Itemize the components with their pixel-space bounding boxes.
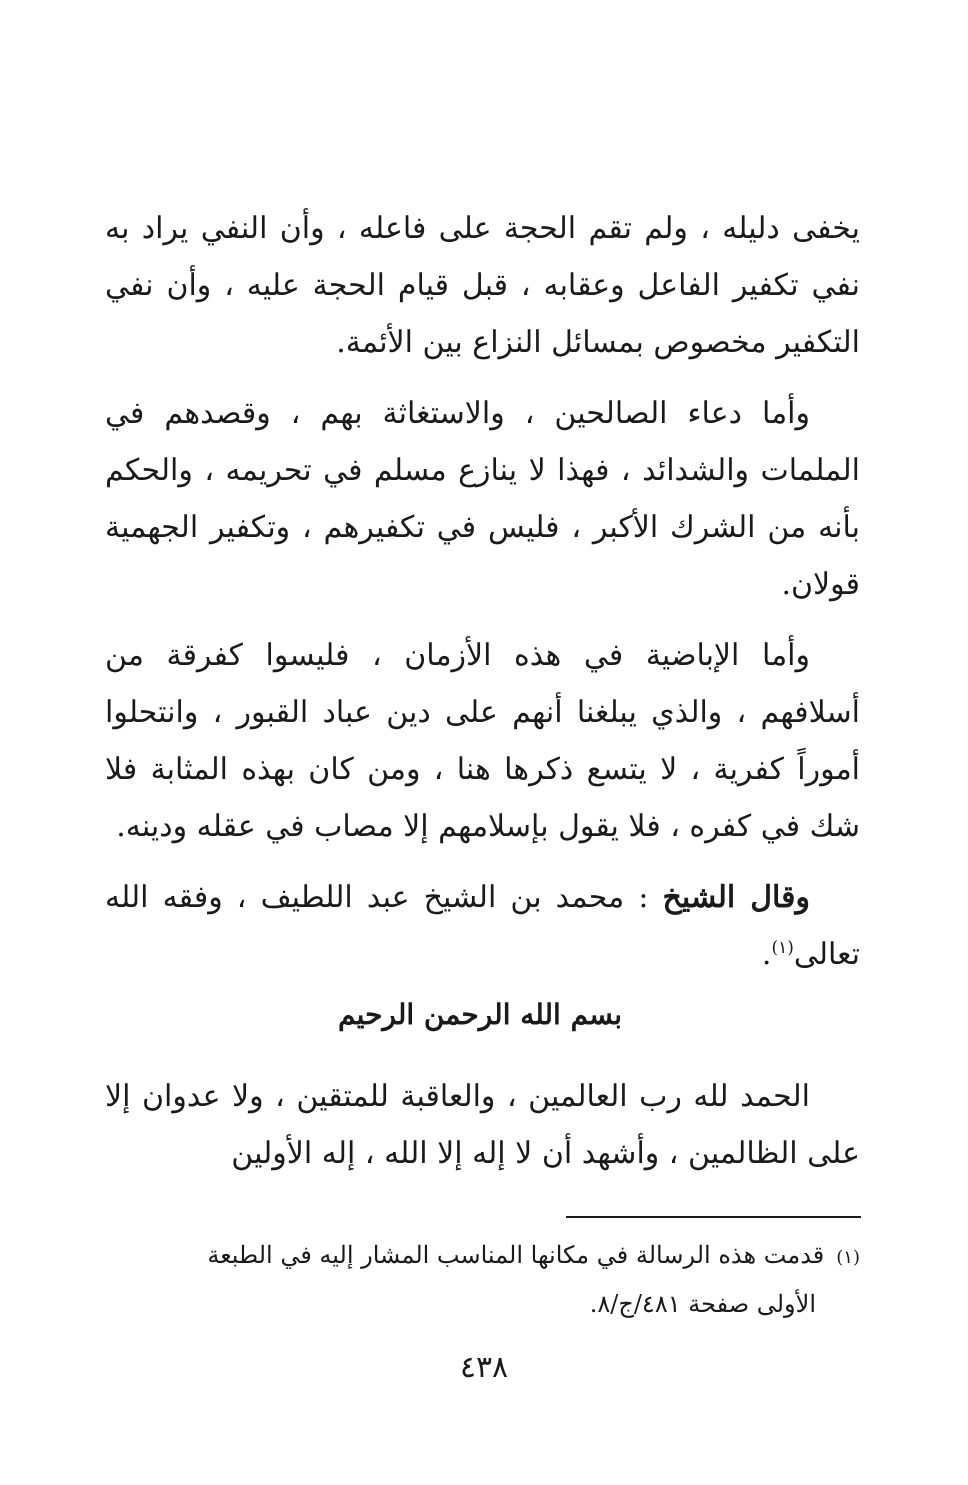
basmala-heading: بسم الله الرحمن الرحيم — [338, 998, 622, 1031]
footnote — [105, 1232, 860, 1327]
speaker-text: : محمد بن الشيخ عبد اللطيف ، وفقه الله تعالى — [105, 880, 860, 972]
footnote-number: (١) — [836, 1247, 860, 1268]
paragraph-5: الحمد لله رب العالمين ، والعاقبة للمتقين ، ولا عدوان إلا على الظالمين ، وأشهد أن لا إله إلا الله ، إله الأولين — [105, 1079, 860, 1171]
footnote-line-2: الأولى صفحة ٤٨١/ج/٨. — [589, 1290, 816, 1318]
footnote-line-1: قدمت هذه الرسالة في مكانها المناسب المشار إليه في الطبعة — [207, 1241, 825, 1269]
speaker-label: وقال الشيخ — [662, 880, 810, 915]
paragraph-4 — [105, 869, 860, 983]
main-text-continued — [105, 1068, 860, 1196]
footnote-divider — [566, 1216, 861, 1218]
footnote-reference: (١) — [771, 938, 794, 958]
main-text — [105, 200, 860, 997]
paragraph-1: يخفى دليله ، ولم تقم الحجة على فاعله ، وأن النفي يراد به نفي تكفير الفاعل وعقابه ، قبل قيام الحجة عليه ، وأن نفي التكفير مخصوص بمسائل النزاع بين الأئمة. — [105, 211, 860, 360]
paragraph-3: وأما الإباضية في هذه الأزمان ، فليسوا كفرقة من أسلافهم ، والذي يبلغنا أنهم على دين عباد القبور ، وانتحلوا أموراً كفرية ، لا يتسع ذكرها هنا ، ومن كان بهذه المثابة فلا شك في كفره ، فلا يقول بإسلامهم إلا مصاب في عقله ودينه. — [105, 638, 860, 844]
page-number: ٤٣٨ — [459, 1350, 509, 1385]
paragraph-2: وأما دعاء الصالحين ، والاستغاثة بهم ، وقصدهم في الملمات والشدائد ، فهذا لا ينازع مسلم في تحريمه ، والحكم بأنه من الشرك الأكبر ، فليس في تكفيرهم ، وتكفير الجهمية قولان. — [105, 396, 860, 602]
paragraph-4-end: . — [761, 937, 772, 972]
